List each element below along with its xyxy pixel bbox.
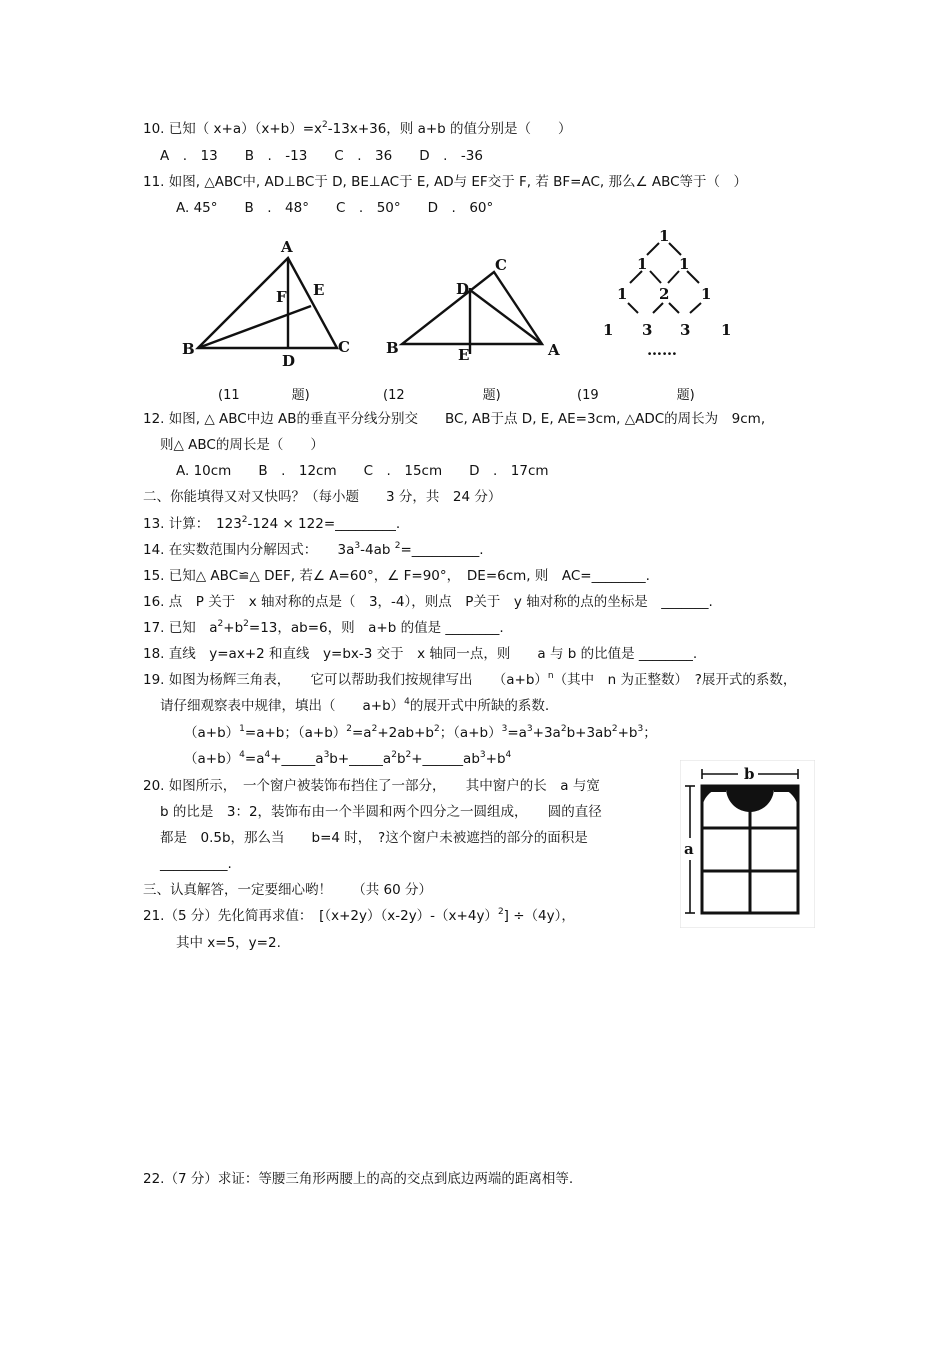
q21-line1: 21.（5 分）先化简再求值： $[(x+2y)(x-2y)-(x+4y)^2] \div(4y)$，	[143, 907, 575, 924]
q22: 22.（7 分）求证：等腰三角形两腰上的高的交点到底边两端的距离相等.	[143, 1171, 574, 1187]
q12-stem-line2: 则△ ABC的周长是（ ）	[160, 437, 324, 453]
fig11-label-b: B	[182, 340, 195, 358]
pascal-row3-left: 1	[617, 285, 628, 303]
q10-options: A . 13 B . -13 C . 36 D . -36	[160, 148, 483, 164]
pascal-row4-2: 3	[680, 321, 691, 339]
pascal-dots: ……	[647, 341, 677, 359]
q18: 18. 直线 y=ax+2 和直线 y=bx-3 交于 x 轴同一点，则 a 与 b 的比值是 ________.	[143, 646, 698, 662]
caption-19: (19 题)	[577, 388, 695, 403]
q17: 17. 已知 $a^2+b^2=13$，ab=6，则 a+b 的值是 ________.	[143, 619, 504, 636]
fig11-label-d: D	[282, 352, 296, 367]
figure-20-window	[680, 760, 815, 928]
window-label-a: a	[684, 840, 694, 858]
q12-stem-line1: 12. 如图, △ ABC中边 AB的垂直平分线分别交 BC, AB于点 D, E, AE=3cm, △ADC的周长为 9cm,	[143, 411, 766, 427]
q14: 14. 在实数范围内分解因式： $3a^3-4ab$ $^2$=__________.	[143, 541, 484, 558]
pascal-row1: 1	[659, 227, 670, 245]
q19-line1: 19. 如图为杨辉三角表， 它可以帮助我们按规律写出 $(a+b)^n$（其中 n 为正整数） ?展开式的系数，	[143, 671, 797, 688]
q11-stem: 11. 如图, △ABC中, AD⊥BC于 D, BE⊥AC于 E, AD与 EF交于 F, 若 BF=AC, 那么∠ ABC等于（ ）	[143, 174, 748, 190]
fig11-label-a: A	[281, 238, 293, 256]
section-3-heading: 三、认真解答，一定要细心哟！ （共 60 分）	[143, 882, 433, 898]
fig12-label-c: C	[495, 256, 507, 274]
fig11-label-e: E	[313, 281, 325, 299]
figure-11-triangle	[178, 232, 356, 367]
q15: 15. 已知△ ABC≌△ DEF, 若∠ A=60°，∠ F=90°， DE=6cm, 则 AC=________.	[143, 568, 650, 584]
pascal-row4-0: 1	[603, 321, 614, 339]
q12-options: A. 10cm B . 12cm C . 15cm D . 17cm	[176, 463, 549, 479]
fig12-label-d: D	[456, 280, 470, 298]
pascal-row2-left: 1	[637, 255, 648, 273]
window-label-b: b	[744, 765, 755, 783]
q20-line4: __________.	[160, 856, 232, 872]
pascal-row3-mid: 2	[659, 285, 670, 303]
q16: 16. 点 P 关于 x 轴对称的点是（ 3，-4），则点 P关于 y 轴对称的点的坐标是 _______.	[143, 594, 713, 610]
caption-11: (11 题)	[218, 388, 310, 403]
fig12-label-a: A	[548, 341, 560, 359]
q13: 13. 计算： $123^2-124$ × 122=_________.	[143, 515, 401, 532]
pascal-row4-3: 1	[721, 321, 732, 339]
q19-line4: $(a+b)^4=a^4+\_\_\_\_\_a^3b+\_\_\_\_\_a^2b^2+\_\_\_\_\_\_ab^3+b^4$	[184, 750, 512, 767]
pascal-row3-right: 1	[701, 285, 712, 303]
q19-line3: $(a+b)^1=a+b$；$(a+b)^2=a^2+2ab+b^2$；$(a+b)^3=a^3+3a^2b+3ab^2+b^3$；	[184, 724, 657, 741]
pascal-row4-1: 3	[642, 321, 653, 339]
q20-line1: 20. 如图所示， 一个窗户被装饰布挡住了一部分， 其中窗户的长 a 与宽	[143, 778, 600, 794]
fig11-label-c: C	[338, 338, 350, 356]
figure-12-triangle	[380, 250, 570, 365]
fig11-label-f: F	[276, 288, 287, 306]
q19-line2: 请仔细观察表中规律，填出（ a+b）$^4$的展开式中所缺的系数.	[160, 697, 550, 714]
fig12-label-e: E	[458, 346, 470, 364]
figure-19-pascal-triangle	[595, 225, 740, 360]
section-2-heading: 二、你能填得又对又快吗？（每小题 3 分，共 24 分）	[143, 489, 502, 505]
q20-line2: b 的比是 3：2，装饰布由一个半圆和两个四分之一圆组成， 圆的直径	[160, 804, 602, 820]
q11-options: A. 45° B . 48° C . 50° D . 60°	[176, 200, 494, 216]
q10-stem: 10. 已知（ $x+a)(x+b)=x^2-13x+36$，则 a+b 的值分别是（ ）	[143, 120, 572, 137]
caption-12: (12 题)	[383, 388, 501, 403]
fig12-label-b: B	[386, 339, 399, 357]
pascal-row2-right: 1	[679, 255, 690, 273]
q20-line3: 都是 0.5b，那么当 b=4 时， ?这个窗户未被遮挡的部分的面积是	[160, 830, 588, 846]
q21-line2: 其中 x=5，y=2.	[176, 935, 281, 951]
